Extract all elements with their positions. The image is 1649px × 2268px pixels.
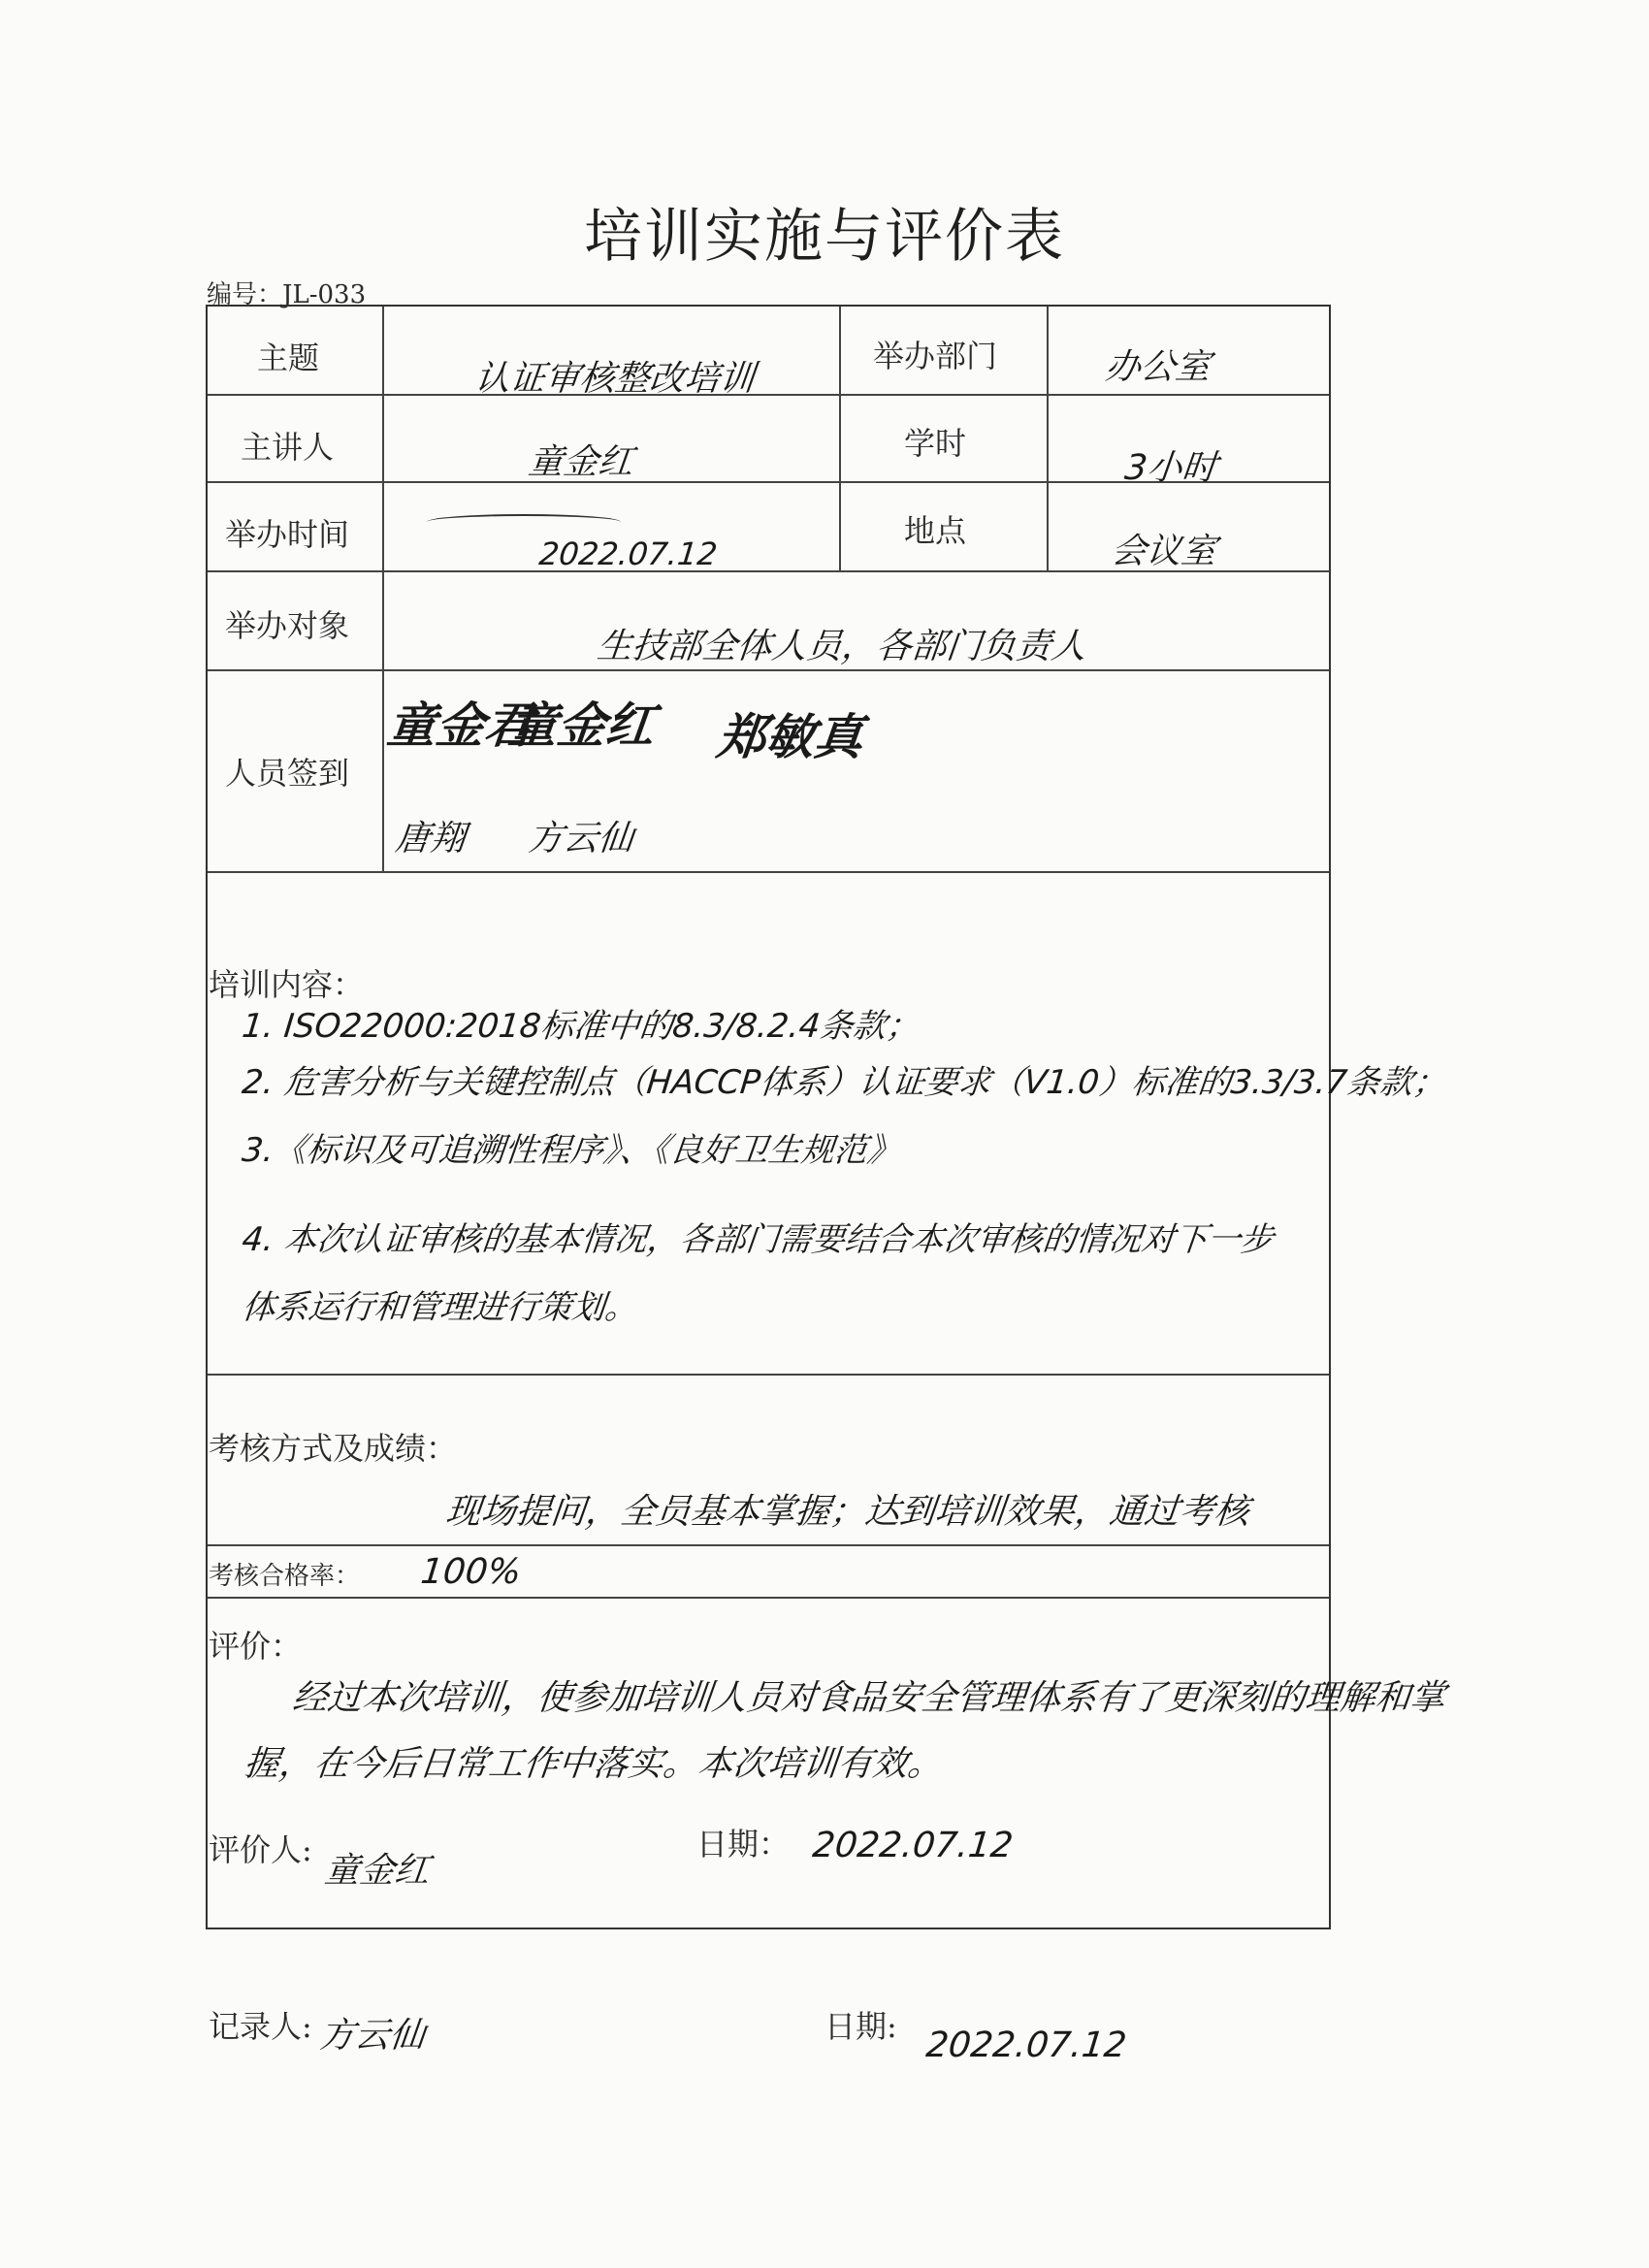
- footer-date-label: 日期:: [824, 2008, 897, 2045]
- signin-label: 人员签到: [225, 755, 350, 792]
- method-label: 考核方式及成绩：: [209, 1430, 458, 1467]
- hours-label: 学时: [904, 425, 967, 462]
- audience-value: 生技部全体人员，各部门负责人: [595, 627, 1088, 666]
- audience-label: 举办对象: [225, 607, 350, 644]
- hours-value: 3小时: [1122, 448, 1219, 488]
- evaluator-label: 评价人:: [209, 1831, 312, 1868]
- topic-value: 认证审核整改培训: [472, 359, 757, 399]
- evaluation-text-line2: 握，在今后日常工作中落实。本次培训有效。: [242, 1744, 945, 1784]
- signin-name: 童金红: [505, 697, 658, 754]
- pen-stroke: [427, 514, 621, 530]
- form-number-value: JL-033: [282, 280, 367, 309]
- method-value: 现场提问，全员基本掌握；达到培训效果，通过考核: [443, 1492, 1251, 1532]
- content-item: 2. 危害分析与关键控制点（HACCP体系）认证要求（V1.0）标准的3.3/3.7条款；: [240, 1063, 1448, 1102]
- department-value: 办公室: [1103, 347, 1212, 387]
- evaluation-date-label: 日期：: [696, 1826, 791, 1863]
- topic-label: 主题: [257, 340, 320, 376]
- speaker-label: 主讲人: [241, 429, 335, 466]
- content-label: 培训内容：: [209, 966, 365, 1003]
- place-value: 会议室: [1109, 532, 1218, 571]
- recorder-label: 记录人:: [209, 2008, 312, 2045]
- pass-rate-value: 100%: [418, 1552, 524, 1592]
- content-item: 3.《标识及可追溯性程序》、《良好卫生规范》: [240, 1131, 903, 1170]
- department-label: 举办部门: [873, 338, 998, 374]
- form-number-label: 编号：: [207, 280, 283, 309]
- recorder-value: 方云仙: [317, 2016, 427, 2056]
- content-item: 1. ISO22000:2018标准中的8.3/8.2.4条款；: [240, 1007, 922, 1046]
- pass-rate-label: 考核合格率：: [209, 1562, 361, 1591]
- place-label: 地点: [904, 512, 967, 549]
- evaluator-value: 童金红: [322, 1851, 432, 1891]
- speaker-value: 童金红: [526, 442, 635, 482]
- evaluation-date-value: 2022.07.12: [810, 1826, 1016, 1865]
- time-label: 举办时间: [225, 516, 350, 553]
- signin-name: 童金君: [384, 697, 536, 754]
- content-item: 4. 本次认证审核的基本情况，各部门需要结合本次审核的情况对下一步: [240, 1220, 1276, 1259]
- evaluation-label: 评价：: [209, 1628, 303, 1665]
- signin-name: 郑敏真: [714, 709, 866, 765]
- content-item: 体系运行和管理进行策划。: [240, 1288, 640, 1327]
- document-title: 培训实施与评价表: [584, 203, 1065, 271]
- time-value: 2022.07.12: [537, 535, 720, 572]
- evaluation-text-line1: 经过本次培训，使参加培训人员对食品安全管理体系有了更深刻的理解和掌: [290, 1678, 1447, 1718]
- signin-name: 唐翔: [393, 819, 468, 859]
- footer-date-value: 2022.07.12: [923, 2025, 1129, 2065]
- signin-name: 方云仙: [526, 819, 635, 859]
